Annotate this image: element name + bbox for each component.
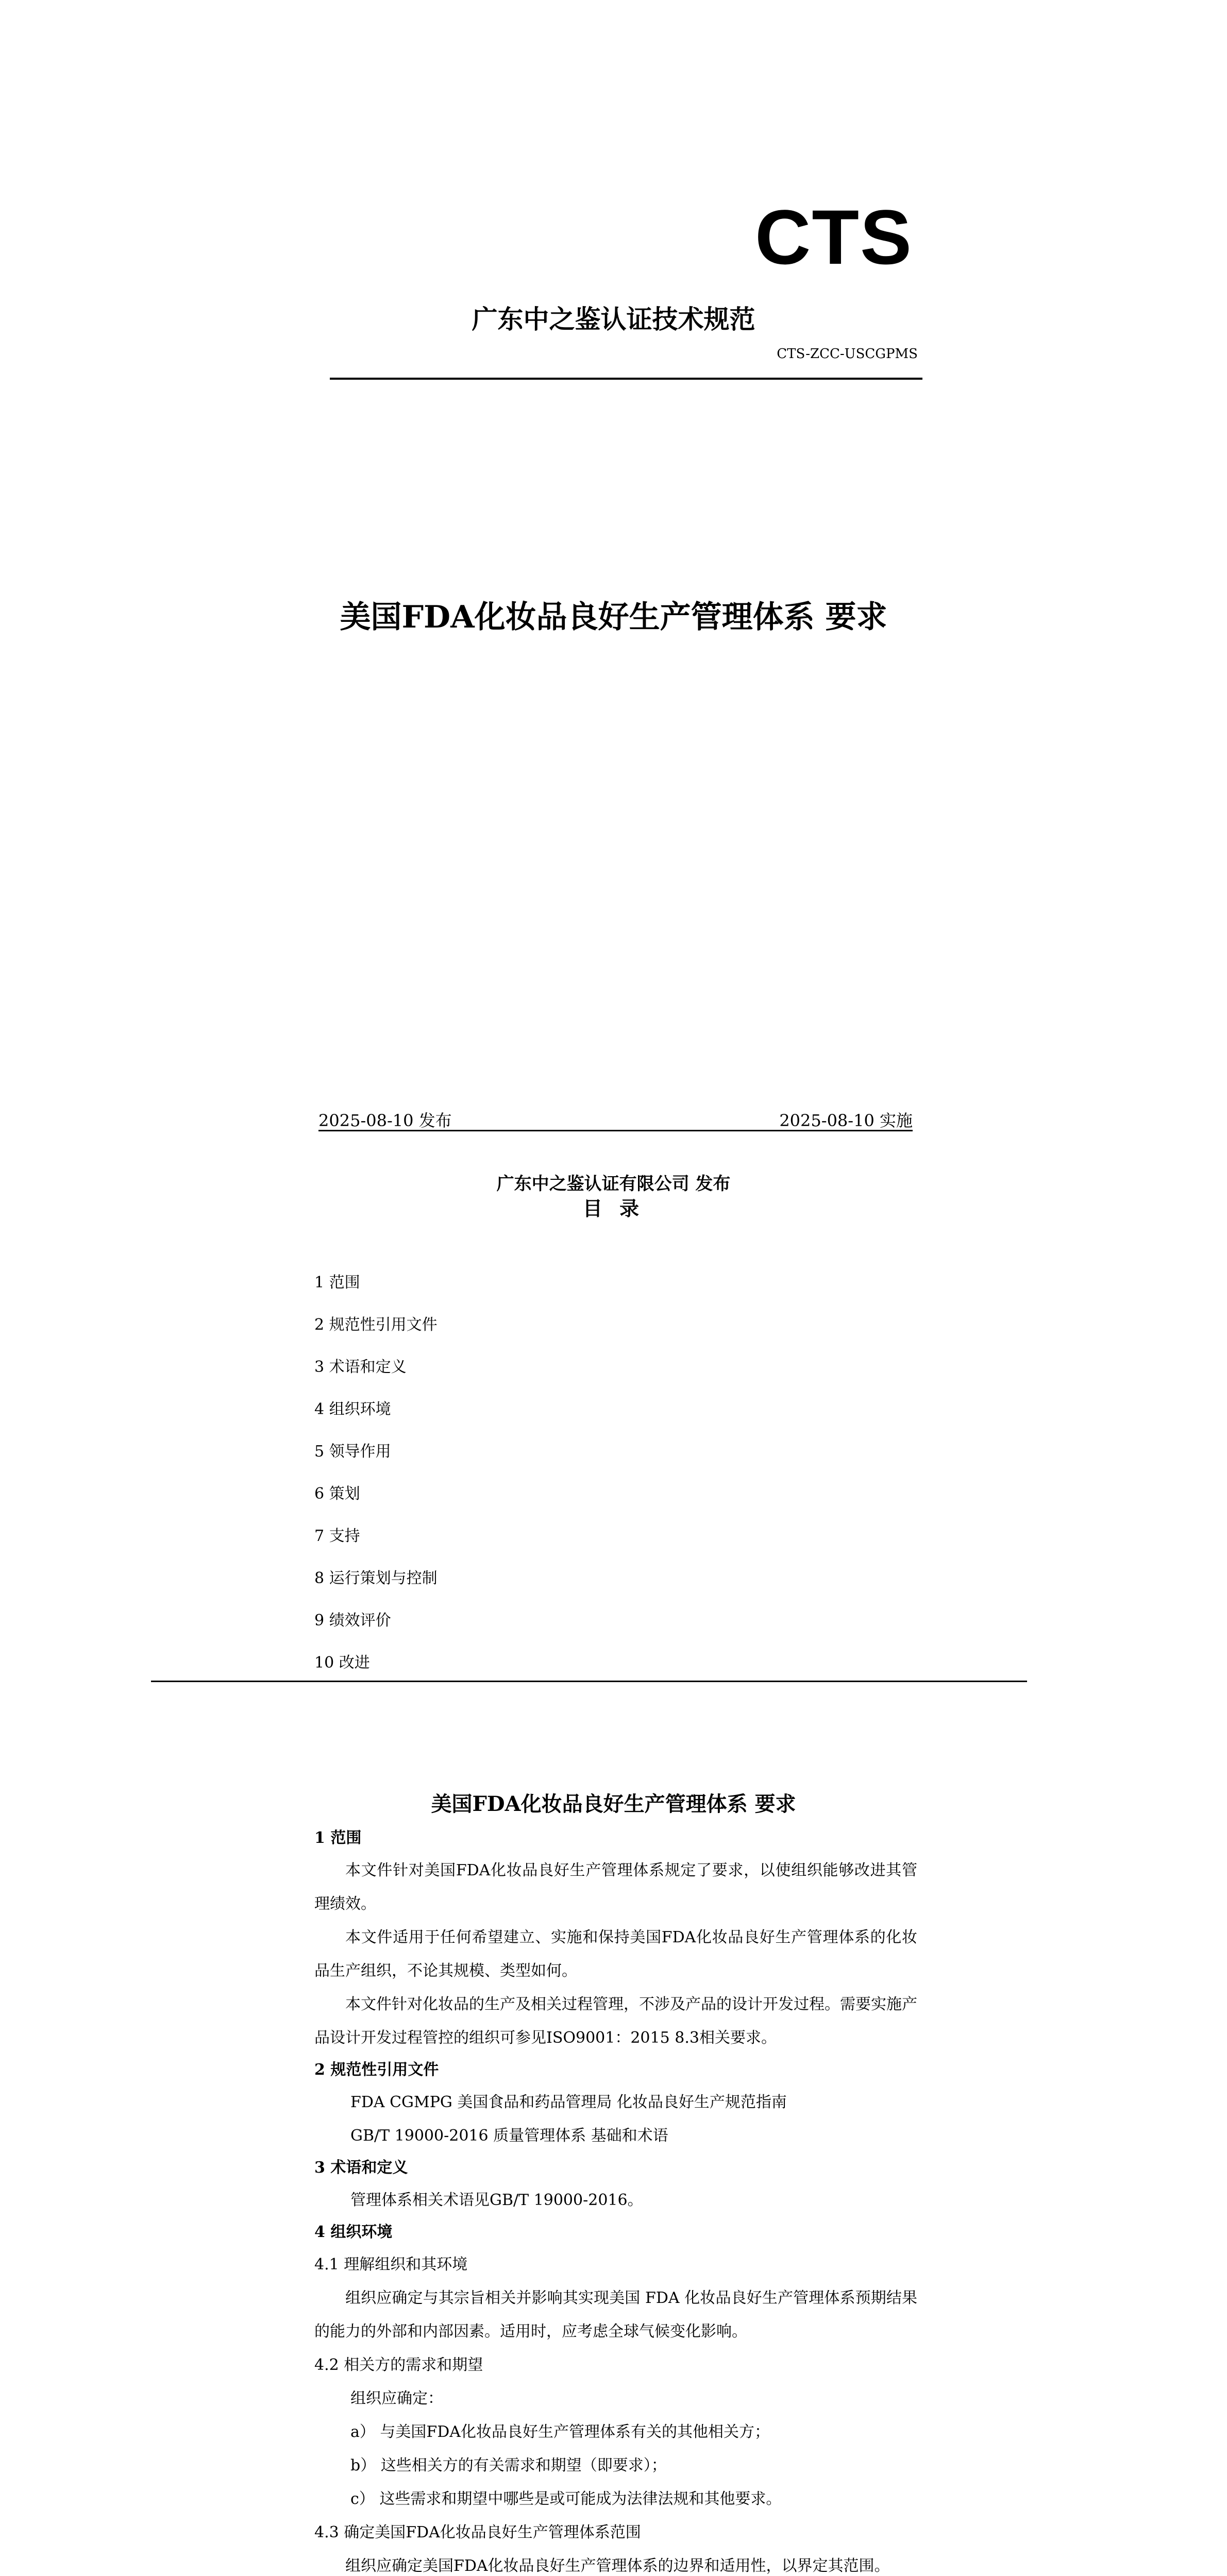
toc-item[interactable]: 1 范围 [314,1274,360,1292]
subsection-title: 4.3 确定美国FDA化妆品良好生产管理体系范围 [314,2523,641,2541]
document-body [314,1823,917,2576]
content-title: 美国FDA化妆品良好生产管理体系 要求 [431,1792,796,1816]
toc-item[interactable]: 4 组织环境 [314,1400,391,1418]
paragraph: 组织应确定与其宗旨相关并影响其实现美国 FDA 化妆品良好生产管理体系预期结果的能力的外部和内部因素。适用时，应考虑全球气候变化影响。 [314,2289,917,2341]
org-title: 广东中之鉴认证技术规范 [472,304,755,334]
main-title: 美国FDA化妆品良好生产管理体系 要求 [340,599,887,635]
document-code: CTS-ZCC-USCGPMS [777,346,918,362]
subsection-title: 4.1 理解组织和其环境 [314,2256,468,2274]
reference-item: FDA CGMPG 美国食品和药品管理局 化妆品良好生产规范指南 [350,2093,787,2111]
publish-date: 2025-08-10 发布 [318,1111,452,1130]
list-item: c） 这些需求和期望中哪些是或可能成为法律法规和其他要求。 [350,2490,782,2508]
toc-item[interactable]: 5 领导作用 [314,1443,391,1461]
list-item: b） 这些相关方的有关需求和期望（即要求）； [350,2456,667,2475]
effective-date: 2025-08-10 实施 [779,1111,913,1130]
toc-item[interactable]: 9 绩效评价 [314,1612,391,1630]
date-rule [318,1130,913,1131]
list-item: a） 与美国FDA化妆品良好生产管理体系有关的其他相关方； [350,2423,770,2441]
section-heading: 4 组织环境 [314,2223,393,2241]
page-separator [151,1681,1027,1682]
publisher-line: 广东中之鉴认证有限公司 发布 [496,1174,731,1194]
section-heading: 2 规范性引用文件 [314,2061,439,2079]
toc-item[interactable]: 6 策划 [314,1485,360,1503]
paragraph: 本文件针对美国FDA化妆品良好生产管理体系规定了要求，以使组织能够改进其管理绩效。 [314,1861,917,1913]
paragraph: 组织应确定： [350,2389,443,2408]
table-of-contents [314,1273,438,1695]
paragraph: 管理体系相关术语见GB/T 19000-2016。 [350,2191,643,2209]
toc-title: 目 录 [582,1197,645,1220]
toc-item[interactable]: 2 规范性引用文件 [314,1316,438,1334]
subsection-title: 4.2 相关方的需求和期望 [314,2356,483,2374]
toc-item[interactable]: 8 运行策划与控制 [314,1569,438,1587]
reference-item: GB/T 19000-2016 质量管理体系 基础和术语 [350,2127,668,2145]
toc-item[interactable]: 10 改进 [314,1654,370,1672]
paragraph: 本文件针对化妆品的生产及相关过程管理，不涉及产品的设计开发过程。需要实施产品设计开发过程管控的组织可参见ISO9001：2015 8.3相关要求。 [314,1995,917,2047]
paragraph: 本文件适用于任何希望建立、实施和保持美国FDA化妆品良好生产管理体系的化妆品生产组织，不论其规模、类型如何。 [314,1928,917,1980]
toc-item[interactable]: 3 术语和定义 [314,1358,407,1376]
section-heading: 1 范围 [314,1829,362,1847]
cts-logo: CTS [755,194,913,280]
header-rule [330,378,922,380]
toc-item[interactable]: 7 支持 [314,1527,360,1545]
paragraph: 组织应确定美国FDA化妆品良好生产管理体系的边界和适用性，以界定其范围。 [345,2557,890,2575]
section-heading: 3 术语和定义 [314,2159,408,2177]
